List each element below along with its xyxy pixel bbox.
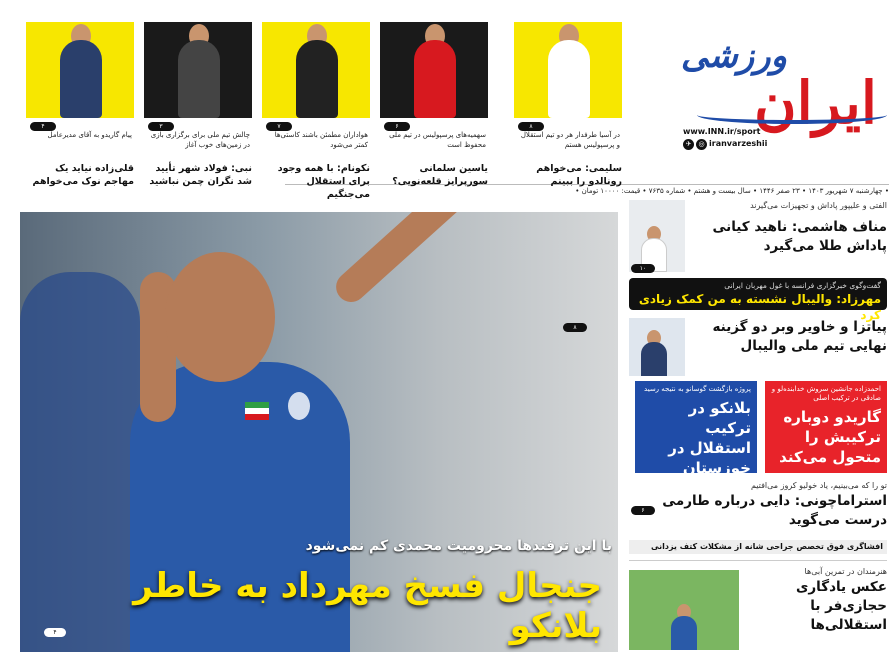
story-title: پیاتزا و خاویر وبر دو گزینه نهایی تیم ملی والیبال (712, 319, 887, 354)
page-badge: ۴ (44, 628, 66, 637)
iran-flag-icon (245, 402, 269, 420)
teaser-photo (144, 22, 252, 118)
story-kicker: تو را که می‌بینیم، یاد خولیو کروز می‌افتیم (750, 481, 887, 490)
page-badge: ۸ (518, 122, 544, 131)
story-title: مناف هاشمی: ناهید کیانی پاداش طلا می‌گیرد (712, 219, 887, 254)
page-badge: ۸ (563, 323, 587, 332)
page-badge: ۱۰ (631, 264, 655, 273)
logo-main: ایران (754, 69, 877, 137)
web-info (683, 126, 767, 150)
social-handle[interactable] (683, 138, 767, 150)
player-arm-right (330, 212, 484, 308)
person-body (296, 40, 338, 118)
person-body (60, 40, 102, 118)
story-kicker: هنرمندان در تمرین آبی‌ها (804, 567, 887, 576)
masthead (679, 14, 887, 192)
teaser-title: سلیمی: می‌خواهم رونالدو را ببینم (536, 163, 622, 187)
person-body (671, 616, 697, 650)
logo-swoosh (697, 106, 887, 124)
page-badge: ۴ (30, 122, 56, 131)
page-badge: ۳ (148, 122, 174, 131)
story-thumb (629, 570, 739, 650)
teaser-photo (26, 22, 134, 118)
teaser-title: نبی: فولاد شهر تأیید شد نگران چمن نباشید (149, 163, 252, 187)
story-thumb (629, 200, 685, 272)
website-link[interactable]: www.INN.ir/sport (683, 127, 761, 136)
story-kicker: پروژه بازگشت گوسانو به نتیجه رسید (644, 385, 751, 393)
social-handle-text: iranvarzeshii (709, 139, 768, 148)
story-hashemi[interactable] (629, 200, 887, 272)
right-column (573, 200, 887, 652)
teaser-kicker: هواداران مطمئن باشند کاستی‌ها کمتر می‌شود (274, 131, 368, 149)
teaser-4[interactable] (144, 22, 252, 187)
teaser-title: قلی‌زاده نیاید یک مهاجم نوک می‌خواهم (32, 163, 134, 187)
story-thumb (629, 318, 685, 376)
person-body (178, 40, 220, 118)
hero-title[interactable]: جنجال فسخ مهرداد به خاطر بلانکو (133, 566, 602, 646)
person-body (414, 40, 456, 118)
story-kicker: احمدزاده جانشین سروش خدابنده‌لو و صادقی در ترکیب اصلی (771, 385, 881, 402)
story-volleyball[interactable] (629, 318, 887, 356)
story-blanco[interactable] (635, 381, 757, 477)
teaser-5[interactable] (26, 22, 134, 187)
teaser-kicker: پیام گاریدو به آقای مدیرعامل (47, 131, 132, 139)
story-garrido[interactable] (765, 381, 887, 473)
teaser-photo (514, 22, 622, 118)
story-kicker: افشاگری فوق تخصص جراحی شانه از مشکلات کتف یزدانی (629, 540, 887, 554)
teaser-kicker: چالش تیم ملی برای برگزاری بازی در زمین‌های خوب آغاز (150, 131, 250, 149)
story-title: مهرزاد: والیبال نشسته به من کمک زیادی کرد (638, 292, 881, 322)
teaser-kicker: سهمیه‌های پرسپولیس در تیم ملی محفوظ است (389, 131, 486, 149)
person-body (641, 342, 667, 376)
teaser-title: نکونام: با همه وجود برای استقلال می‌جنگیم (277, 163, 370, 200)
column-divider (629, 560, 887, 561)
story-title: بلانکو در ترکیب استقلال در خوزستان (668, 399, 751, 477)
teaser-photo (262, 22, 370, 118)
page-badge: ۶ (384, 122, 410, 131)
story-mehrzad[interactable] (629, 278, 887, 322)
story-hejazifar[interactable] (629, 566, 887, 635)
logo-sub: ورزشی (680, 36, 787, 76)
page-badge: ۶ (631, 506, 655, 515)
story-title: عکس یادگاری حجازی‌فر با استقلالی‌ها (796, 579, 887, 633)
story-kicker: گفت‌وگوی خبرگزاری فرانسه با غول مهربان ایرانی (724, 281, 881, 290)
teaser-1[interactable] (514, 22, 622, 187)
story-yazdani[interactable] (629, 540, 887, 554)
player-head (165, 252, 275, 382)
story-title: استراماچونی: دایی درباره طارمی درست می‌گوید (662, 493, 887, 528)
club-crest-icon (288, 392, 310, 420)
teaser-3[interactable] (262, 22, 370, 200)
story-stramaccioni[interactable] (629, 480, 887, 530)
hero-kicker: با این ترفندها محرومیت محمدی کم نمی‌شود (305, 538, 612, 554)
teaser-title: یاسین سلمانی سورپرایز قلعه‌نویی؟ (392, 163, 488, 187)
date-line: • چهارشنبه ۷ شهریور ۱۴۰۳ • ۲۳ صفر ۱۴۴۶ • سال بیست و هشتم • شماره ۷۶۳۵ • قیمت: ۱۰۰۰۰ تومان • (285, 184, 889, 196)
instagram-icon: ◎ (696, 139, 707, 150)
teaser-photo (380, 22, 488, 118)
telegram-icon: ✈ (683, 139, 694, 150)
person-body (548, 40, 590, 118)
story-title: گاریدو دوباره ترکیبش را متحول می‌کند (779, 408, 881, 466)
page-badge: ۷ (266, 122, 292, 131)
story-kicker: الفتی و علیپور پاداش و تجهیزات می‌گیرند (750, 201, 887, 210)
teaser-kicker: در آسیا طرفدار هر دو تیم استقلال و پرسپولیس هستم (520, 131, 620, 149)
teaser-2[interactable] (380, 22, 488, 187)
